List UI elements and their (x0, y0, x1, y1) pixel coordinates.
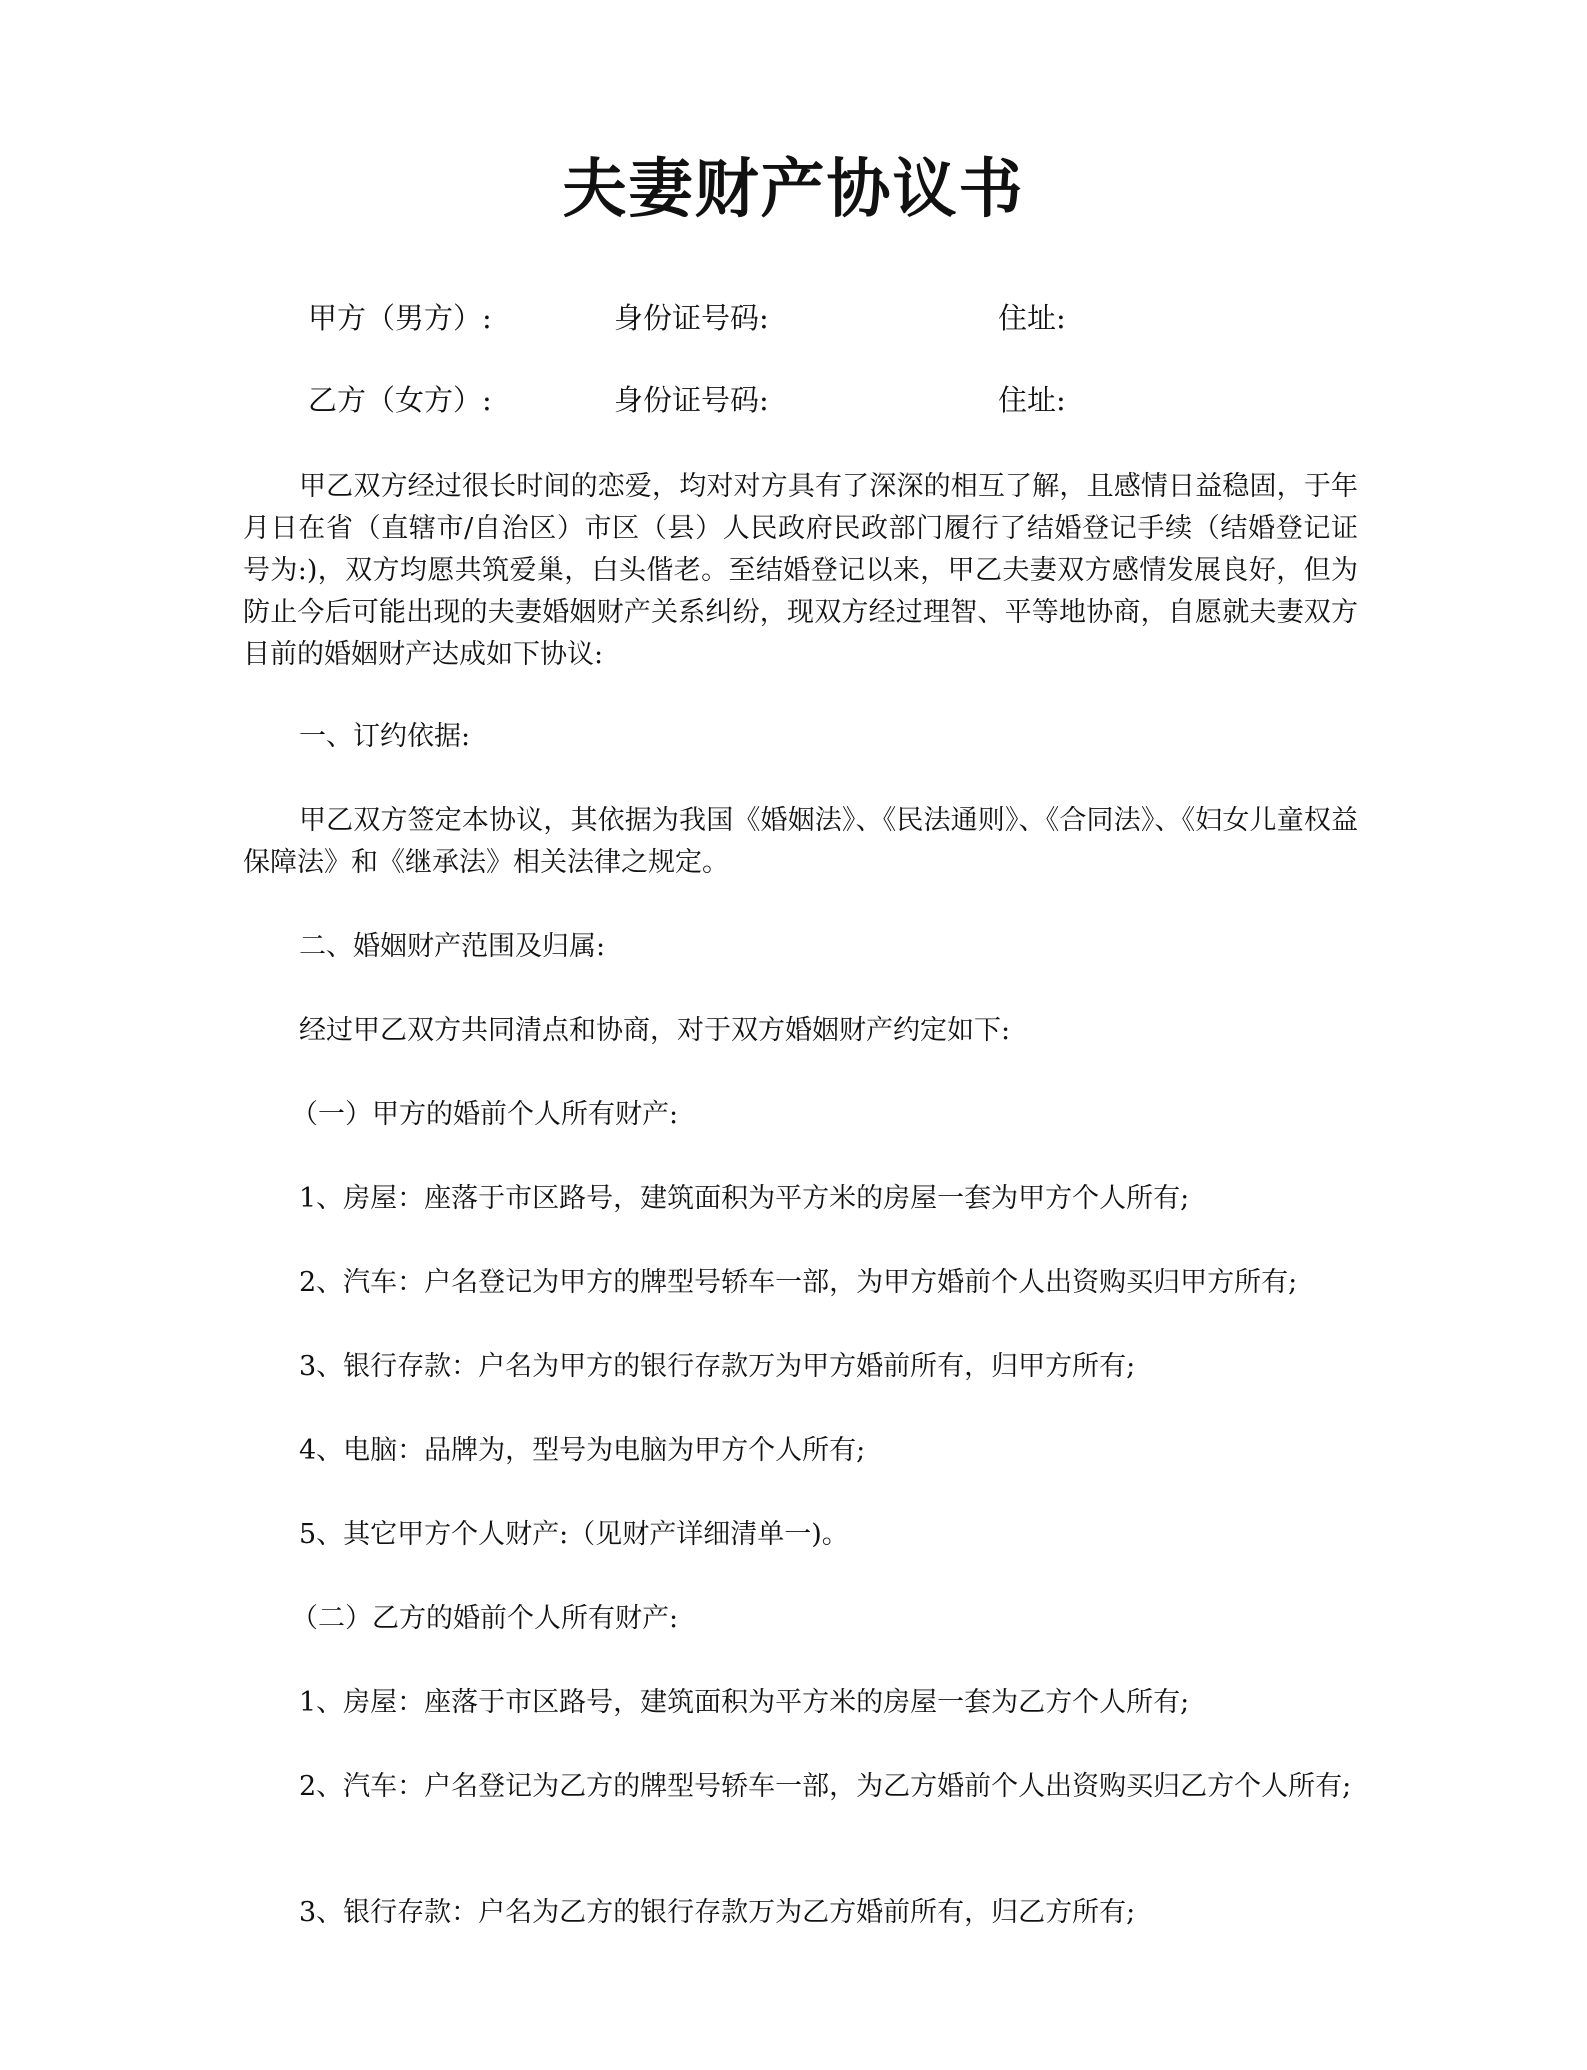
document-title: 夫妻财产协议书 (562, 153, 1025, 227)
list-item: 1、房屋：座落于市区路号，建筑面积为平方米的房屋一套为甲方个人所有; (299, 1183, 1190, 1214)
section2-heading: 二、婚姻财产范围及归属: (299, 931, 606, 962)
list-item: 5、其它甲方个人财产:（见财产详细清单一)。 (299, 1519, 849, 1550)
party-a-row (0, 296, 1587, 340)
party-b-row (0, 378, 1587, 422)
party-b-address-label: 住址: (998, 383, 1066, 417)
sub1-heading: （一）甲方的婚前个人所有财产: (291, 1099, 679, 1130)
section2-intro: 经过甲乙双方共同清点和协商，对于双方婚姻财产约定如下: (299, 1015, 1011, 1046)
list-item: 1、房屋：座落于市区路号，建筑面积为平方米的房屋一套为乙方个人所有; (299, 1687, 1190, 1718)
preamble-paragraph: 甲乙双方经过很长时间的恋爱，均对对方具有了深深的相互了解，且感情日益稳固，于年月日在省（直辖市/自治区）市区（县）人民政府民政部门履行了结婚登记手续（结婚登记证号为:)，双方均愿共筑爱巢，白头偕老。至结婚登记以来，甲乙夫妻双方感情发展良好，但为防止今后可能出现的夫妻婚姻财产关系纠纷，现双方经过理智、平等地协商，自愿就夫妻双方目前的婚姻财产达成如下协议: (243, 471, 1358, 670)
section1-heading: 一、订约依据: (299, 721, 471, 752)
sub2-heading: （二）乙方的婚前个人所有财产: (291, 1603, 679, 1634)
list-item: 2、汽车：户名登记为甲方的牌型号轿车一部，为甲方婚前个人出资购买归甲方所有; (299, 1267, 1298, 1298)
party-a-address-label: 住址: (998, 301, 1066, 335)
party-b-id-label: 身份证号码: (614, 383, 769, 417)
list-item: 4、电脑：品牌为，型号为电脑为甲方个人所有; (299, 1435, 866, 1466)
list-item: 3、银行存款：户名为乙方的银行存款万为乙方婚前所有，归乙方所有; (299, 1897, 1136, 1928)
list-item: 2、汽车：户名登记为乙方的牌型号轿车一部，为乙方婚前个人出资购买归乙方个人所有; (299, 1771, 1352, 1802)
section1-body: 甲乙双方签定本协议，其依据为我国《婚姻法》、《民法通则》、《合同法》、《妇女儿童权益保障法》和《继承法》相关法律之规定。 (243, 805, 1358, 878)
party-a-label: 甲方（男方）: (308, 301, 492, 335)
party-b-label: 乙方（女方）: (308, 383, 492, 417)
list-item: 3、银行存款：户名为甲方的银行存款万为甲方婚前所有，归甲方所有; (299, 1351, 1136, 1382)
party-a-id-label: 身份证号码: (614, 301, 769, 335)
